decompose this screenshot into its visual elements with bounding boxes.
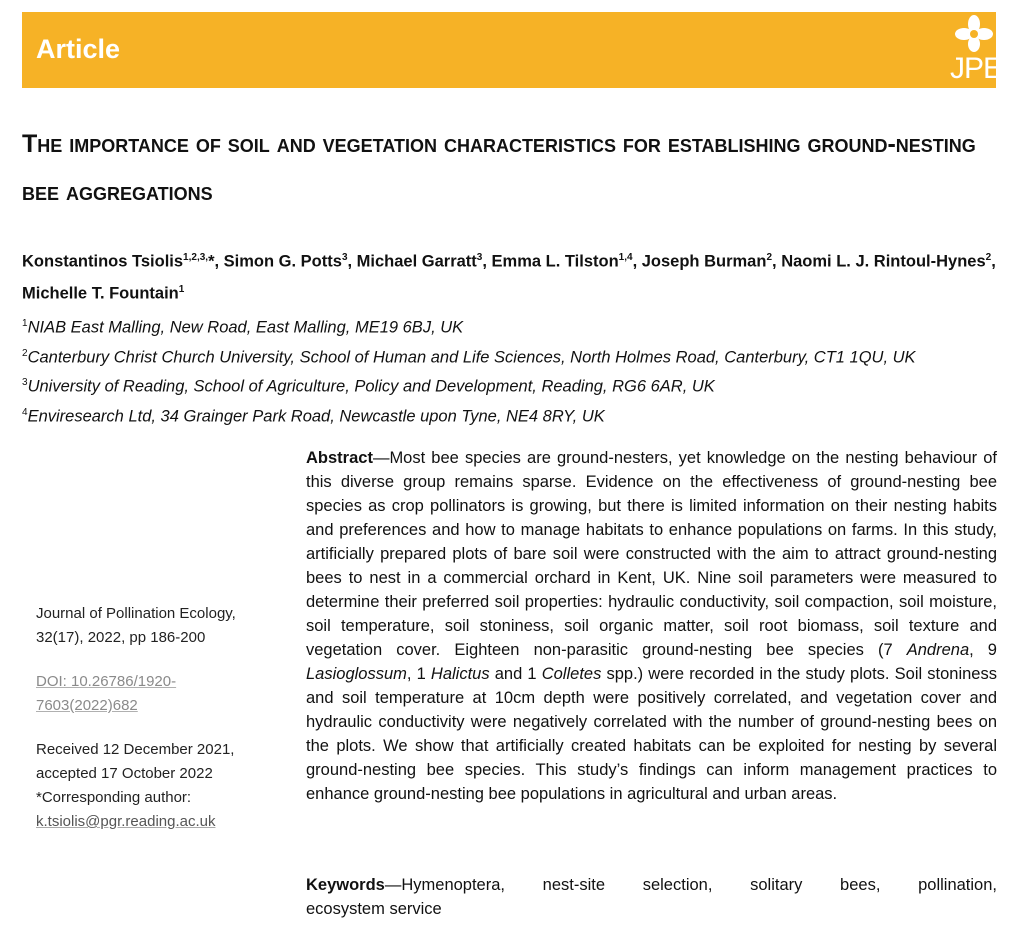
corresponding-mark: * xyxy=(208,252,215,271)
affiliation-list xyxy=(22,311,1002,429)
affiliation xyxy=(22,311,1002,341)
genus-name: Andrena xyxy=(906,641,970,659)
keywords-dash: — xyxy=(384,876,402,894)
corresponding-author-label: *Corresponding author: xyxy=(36,789,192,806)
affiliation-number: 1 xyxy=(22,318,28,329)
author-affiliation-mark: 1,2,3, xyxy=(183,252,209,263)
paper-title: The importance of soil and vegetation characteristics for establishing ground-nesting bee aggregations xyxy=(22,130,976,206)
author-affiliation-mark: 1,4 xyxy=(618,252,633,263)
keywords xyxy=(306,873,997,921)
abstract-text: Most bee species are ground-nesters, yet knowledge on the nesting behaviour of this diverse group remains sparse. Evidence on the effectiveness of ground-nesting bee species as crop pollinators is growing, but there is limited information on their nesting habits and preferences and how to manage habitats to enhance populations on farms. In this study, artificially prepared plots of bare soil were constructed with the aim to attract ground-nesting bees to nest in a commercial orchard in Kent, UK. Nine soil parameters were measured to determine their preferred soil properties: hydraulic conductivity, soil compaction, soil moisture, soil temperature, soil stoniness, soil organic matter, soil root biomass, soil texture and vegetation cover. Eighteen non-parasitic ground-nesting bee species (7 xyxy=(306,449,997,659)
abstract-text: , 9 xyxy=(969,641,997,659)
author-name: Konstantinos Tsiolis xyxy=(22,252,184,271)
author-name: Michelle T. Fountain xyxy=(22,284,179,302)
affiliation-text: NIAB East Malling, New Road, East Malling, ME19 6BJ, UK xyxy=(27,318,464,337)
author-affiliation-mark: 3 xyxy=(476,252,483,263)
affiliation-text: Canterbury Christ Church University, School of Human and Life Sciences, North Holmes Road, Canterbury, CT1 1QU, UK xyxy=(27,348,916,366)
keywords-text: ecosystem service xyxy=(306,900,442,918)
author-affiliation-mark: 3 xyxy=(341,252,348,263)
author-name: Naomi L. J. Rintoul-Hynes xyxy=(781,252,986,271)
author-affiliation-mark: 1 xyxy=(178,283,185,295)
abstract xyxy=(306,446,997,806)
author-affiliation-mark: 2 xyxy=(766,252,773,263)
affiliation-number: 3 xyxy=(22,377,28,388)
author-name: Joseph Burman xyxy=(641,252,767,271)
affiliation xyxy=(22,400,1002,430)
author-name: Emma L. Tilston xyxy=(491,252,619,271)
author-name: Simon G. Potts xyxy=(223,252,342,271)
abstract-label: Abstract xyxy=(306,449,373,467)
abstract-dash: — xyxy=(372,449,390,467)
doi-link[interactable]: DOI: 10.26786/1920- xyxy=(36,673,177,690)
flower-icon xyxy=(952,14,996,54)
abstract-text: spp.) were recorded in the study plots. Soil stoniness and soil temperature at 10cm depth were positively correlated, and vegetation cover and hydraulic conductivity were negatively correlated with the number of ground-nesting bees on the plots. We show that artificially created habitats can be exploited for nesting by several ground-nesting bee species. This study’s findings can inform management practices to enhance ground-nesting bee populations in agricultural and urban areas. xyxy=(306,665,997,803)
author-affiliation-mark: 2 xyxy=(985,252,992,263)
jpe-logo-text: JPE xyxy=(950,52,1003,85)
genus-name: Lasioglossum xyxy=(306,665,407,683)
genus-name: Halictus xyxy=(430,665,490,683)
affiliation xyxy=(22,370,1002,400)
keywords-label: Keywords xyxy=(306,876,385,894)
journal-citation-line: Journal of Pollination Ecology, xyxy=(36,605,236,622)
received-date: Received 12 December 2021, xyxy=(36,741,235,758)
affiliation-number: 2 xyxy=(22,347,28,359)
article-type-label: Article xyxy=(36,34,121,64)
affiliation-text: University of Reading, School of Agriculture, Policy and Development, Reading, RG6 6AR, UK xyxy=(27,377,715,396)
keywords-text: Hymenoptera, nest-site selection, solitary bees, pollination, xyxy=(401,876,997,894)
author-name: Michael Garratt xyxy=(356,252,477,271)
doi-link[interactable]: 7603(2022)682 xyxy=(36,697,138,714)
journal-citation-line: 32(17), 2022, pp 186-200 xyxy=(36,629,206,646)
affiliation xyxy=(22,341,1002,371)
author-list: Konstantinos Tsiolis$^{1,2,3,}$*, Simon G. Potts$^3$, Michael Garratt$^3$, Emma L. Tilston$^{1,4}$, Joseph Burman$^2$, Naomi L. J. Rintoul-Hynes$^2$, Michelle T. Fountain$^1$ xyxy=(22,252,996,302)
article-info-sidebar xyxy=(36,602,276,834)
jpe-logo xyxy=(948,14,1003,86)
genus-name: Colletes xyxy=(541,665,602,683)
accepted-date: accepted 17 October 2022 xyxy=(36,765,213,782)
affiliation-text: Enviresearch Ltd, 34 Grainger Park Road, Newcastle upon Tyne, NE4 8RY, UK xyxy=(27,407,605,425)
abstract-text: and 1 xyxy=(489,665,542,683)
abstract-text: , 1 xyxy=(406,665,431,683)
article-banner xyxy=(22,12,1003,88)
affiliation-number: 4 xyxy=(22,406,28,418)
email-link[interactable]: k.tsiolis@pgr.reading.ac.uk xyxy=(36,813,216,830)
